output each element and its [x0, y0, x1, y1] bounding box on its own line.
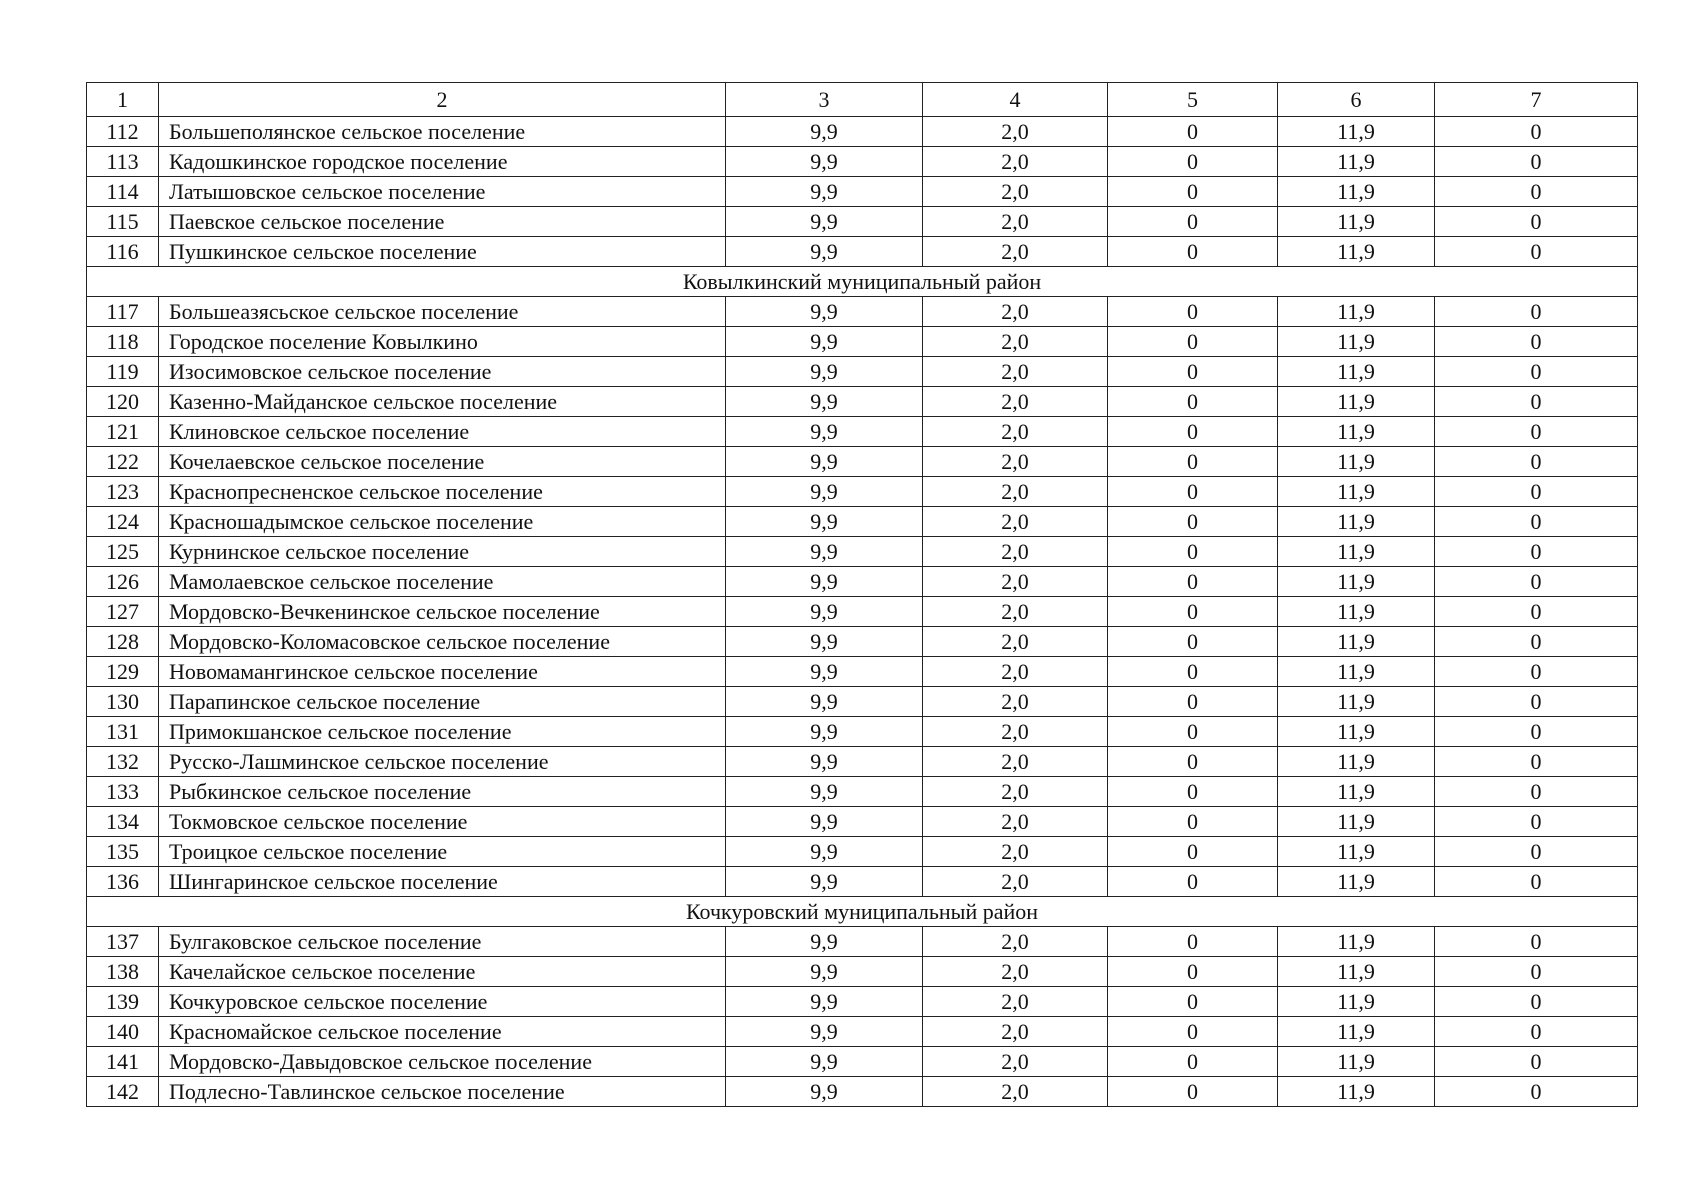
- value-cell-7: 0: [1435, 657, 1638, 687]
- value-cell-6: 11,9: [1278, 177, 1435, 207]
- table-row: [87, 837, 1638, 867]
- settlement-name-cell: Качелайское сельское поселение: [159, 957, 726, 987]
- value-cell-5: 0: [1108, 597, 1278, 627]
- value-cell-3: 9,9: [726, 207, 923, 237]
- value-cell-5: 0: [1108, 867, 1278, 897]
- value-cell-5: 0: [1108, 1017, 1278, 1047]
- value-cell-7: 0: [1435, 207, 1638, 237]
- value-cell-6: 11,9: [1278, 477, 1435, 507]
- value-cell-5: 0: [1108, 657, 1278, 687]
- value-cell-3: 9,9: [726, 777, 923, 807]
- row-number-cell: 123: [87, 477, 159, 507]
- value-cell-3: 9,9: [726, 717, 923, 747]
- row-number-cell: 137: [87, 927, 159, 957]
- value-cell-6: 11,9: [1278, 597, 1435, 627]
- value-cell-3: 9,9: [726, 687, 923, 717]
- row-number-cell: 112: [87, 117, 159, 147]
- settlement-name-cell: Красномайское сельское поселение: [159, 1017, 726, 1047]
- table-row: [87, 387, 1638, 417]
- table-row: [87, 627, 1638, 657]
- settlement-name-cell: Троицкое сельское поселение: [159, 837, 726, 867]
- value-cell-6: 11,9: [1278, 657, 1435, 687]
- value-cell-3: 9,9: [726, 357, 923, 387]
- value-cell-5: 0: [1108, 567, 1278, 597]
- settlement-name-cell: Курнинское сельское поселение: [159, 537, 726, 567]
- value-cell-6: 11,9: [1278, 717, 1435, 747]
- value-cell-5: 0: [1108, 147, 1278, 177]
- value-cell-7: 0: [1435, 357, 1638, 387]
- district-section-row: [87, 897, 1638, 927]
- value-cell-5: 0: [1108, 1047, 1278, 1077]
- settlement-name-cell: Красношадымское сельское поселение: [159, 507, 726, 537]
- value-cell-6: 11,9: [1278, 417, 1435, 447]
- value-cell-5: 0: [1108, 327, 1278, 357]
- row-number-cell: 114: [87, 177, 159, 207]
- value-cell-6: 11,9: [1278, 147, 1435, 177]
- value-cell-5: 0: [1108, 717, 1278, 747]
- value-cell-4: 2,0: [923, 807, 1108, 837]
- value-cell-7: 0: [1435, 597, 1638, 627]
- value-cell-4: 2,0: [923, 687, 1108, 717]
- settlement-name-cell: Латышовское сельское поселение: [159, 177, 726, 207]
- settlement-name-cell: Новомамангинское сельское поселение: [159, 657, 726, 687]
- value-cell-4: 2,0: [923, 1017, 1108, 1047]
- settlement-name-cell: Мамолаевское сельское поселение: [159, 567, 726, 597]
- value-cell-5: 0: [1108, 987, 1278, 1017]
- table-row: [87, 957, 1638, 987]
- value-cell-6: 11,9: [1278, 117, 1435, 147]
- value-cell-6: 11,9: [1278, 357, 1435, 387]
- value-cell-4: 2,0: [923, 567, 1108, 597]
- settlement-name-cell: Кочкуровское сельское поселение: [159, 987, 726, 1017]
- settlement-name-cell: Большеполянское сельское поселение: [159, 117, 726, 147]
- value-cell-4: 2,0: [923, 357, 1108, 387]
- value-cell-5: 0: [1108, 357, 1278, 387]
- value-cell-3: 9,9: [726, 807, 923, 837]
- column-number-header-row: [87, 83, 1638, 117]
- value-cell-3: 9,9: [726, 147, 923, 177]
- settlement-name-cell: Парапинское сельское поселение: [159, 687, 726, 717]
- value-cell-3: 9,9: [726, 177, 923, 207]
- settlement-name-cell: Мордовско-Вечкенинское сельское поселение: [159, 597, 726, 627]
- value-cell-5: 0: [1108, 957, 1278, 987]
- settlement-name-cell: Токмовское сельское поселение: [159, 807, 726, 837]
- row-number-cell: 122: [87, 447, 159, 477]
- value-cell-7: 0: [1435, 717, 1638, 747]
- value-cell-6: 11,9: [1278, 1017, 1435, 1047]
- value-cell-7: 0: [1435, 1047, 1638, 1077]
- value-cell-6: 11,9: [1278, 327, 1435, 357]
- row-number-cell: 130: [87, 687, 159, 717]
- value-cell-5: 0: [1108, 837, 1278, 867]
- table-row: [87, 147, 1638, 177]
- value-cell-4: 2,0: [923, 237, 1108, 267]
- value-cell-7: 0: [1435, 867, 1638, 897]
- header-cell-6: 6: [1278, 83, 1435, 117]
- table-row: [87, 417, 1638, 447]
- value-cell-3: 9,9: [726, 477, 923, 507]
- value-cell-4: 2,0: [923, 717, 1108, 747]
- settlement-name-cell: Кадошкинское городское поселение: [159, 147, 726, 177]
- row-number-cell: 116: [87, 237, 159, 267]
- settlement-name-cell: Изосимовское сельское поселение: [159, 357, 726, 387]
- value-cell-3: 9,9: [726, 837, 923, 867]
- value-cell-7: 0: [1435, 837, 1638, 867]
- value-cell-6: 11,9: [1278, 747, 1435, 777]
- value-cell-7: 0: [1435, 747, 1638, 777]
- value-cell-6: 11,9: [1278, 237, 1435, 267]
- row-number-cell: 128: [87, 627, 159, 657]
- value-cell-4: 2,0: [923, 837, 1108, 867]
- value-cell-7: 0: [1435, 237, 1638, 267]
- value-cell-6: 11,9: [1278, 387, 1435, 417]
- value-cell-7: 0: [1435, 177, 1638, 207]
- value-cell-3: 9,9: [726, 327, 923, 357]
- settlement-name-cell: Русско-Лашминское сельское поселение: [159, 747, 726, 777]
- table-row: [87, 987, 1638, 1017]
- row-number-cell: 125: [87, 537, 159, 567]
- value-cell-3: 9,9: [726, 417, 923, 447]
- value-cell-4: 2,0: [923, 957, 1108, 987]
- value-cell-4: 2,0: [923, 987, 1108, 1017]
- table-row: [87, 867, 1638, 897]
- value-cell-7: 0: [1435, 417, 1638, 447]
- value-cell-4: 2,0: [923, 597, 1108, 627]
- value-cell-5: 0: [1108, 747, 1278, 777]
- value-cell-6: 11,9: [1278, 807, 1435, 837]
- row-number-cell: 119: [87, 357, 159, 387]
- value-cell-4: 2,0: [923, 207, 1108, 237]
- table-row: [87, 1047, 1638, 1077]
- value-cell-4: 2,0: [923, 327, 1108, 357]
- value-cell-4: 2,0: [923, 297, 1108, 327]
- value-cell-7: 0: [1435, 987, 1638, 1017]
- table-row: [87, 207, 1638, 237]
- value-cell-4: 2,0: [923, 867, 1108, 897]
- header-cell-2: 2: [159, 83, 726, 117]
- value-cell-7: 0: [1435, 537, 1638, 567]
- table-row: [87, 807, 1638, 837]
- value-cell-7: 0: [1435, 687, 1638, 717]
- value-cell-6: 11,9: [1278, 447, 1435, 477]
- row-number-cell: 120: [87, 387, 159, 417]
- value-cell-3: 9,9: [726, 117, 923, 147]
- row-number-cell: 141: [87, 1047, 159, 1077]
- settlement-name-cell: Пушкинское сельское поселение: [159, 237, 726, 267]
- settlement-name-cell: Примокшанское сельское поселение: [159, 717, 726, 747]
- settlement-name-cell: Клиновское сельское поселение: [159, 417, 726, 447]
- settlement-name-cell: Мордовско-Коломасовское сельское поселение: [159, 627, 726, 657]
- table-row: [87, 687, 1638, 717]
- value-cell-7: 0: [1435, 477, 1638, 507]
- district-heading: Кочкуровский муниципальный район: [87, 897, 1638, 927]
- settlement-name-cell: Шингаринское сельское поселение: [159, 867, 726, 897]
- header-cell-5: 5: [1108, 83, 1278, 117]
- value-cell-7: 0: [1435, 327, 1638, 357]
- value-cell-7: 0: [1435, 567, 1638, 597]
- table-body: [87, 83, 1638, 1107]
- value-cell-3: 9,9: [726, 567, 923, 597]
- value-cell-5: 0: [1108, 297, 1278, 327]
- value-cell-6: 11,9: [1278, 207, 1435, 237]
- header-cell-3: 3: [726, 83, 923, 117]
- value-cell-3: 9,9: [726, 657, 923, 687]
- table-row: [87, 477, 1638, 507]
- value-cell-4: 2,0: [923, 177, 1108, 207]
- value-cell-3: 9,9: [726, 987, 923, 1017]
- value-cell-6: 11,9: [1278, 927, 1435, 957]
- value-cell-7: 0: [1435, 927, 1638, 957]
- row-number-cell: 138: [87, 957, 159, 987]
- value-cell-6: 11,9: [1278, 987, 1435, 1017]
- value-cell-6: 11,9: [1278, 567, 1435, 597]
- table-row: [87, 1017, 1638, 1047]
- row-number-cell: 135: [87, 837, 159, 867]
- value-cell-5: 0: [1108, 927, 1278, 957]
- value-cell-3: 9,9: [726, 957, 923, 987]
- value-cell-7: 0: [1435, 627, 1638, 657]
- value-cell-6: 11,9: [1278, 627, 1435, 657]
- value-cell-5: 0: [1108, 627, 1278, 657]
- value-cell-3: 9,9: [726, 297, 923, 327]
- value-cell-5: 0: [1108, 447, 1278, 477]
- row-number-cell: 129: [87, 657, 159, 687]
- value-cell-6: 11,9: [1278, 297, 1435, 327]
- value-cell-5: 0: [1108, 807, 1278, 837]
- value-cell-3: 9,9: [726, 867, 923, 897]
- row-number-cell: 133: [87, 777, 159, 807]
- value-cell-7: 0: [1435, 447, 1638, 477]
- value-cell-4: 2,0: [923, 477, 1108, 507]
- value-cell-4: 2,0: [923, 777, 1108, 807]
- table-row: [87, 717, 1638, 747]
- value-cell-5: 0: [1108, 537, 1278, 567]
- value-cell-4: 2,0: [923, 507, 1108, 537]
- value-cell-6: 11,9: [1278, 537, 1435, 567]
- value-cell-7: 0: [1435, 117, 1638, 147]
- value-cell-7: 0: [1435, 957, 1638, 987]
- district-section-row: [87, 267, 1638, 297]
- row-number-cell: 139: [87, 987, 159, 1017]
- value-cell-4: 2,0: [923, 1077, 1108, 1107]
- table-row: [87, 1077, 1638, 1107]
- value-cell-7: 0: [1435, 777, 1638, 807]
- row-number-cell: 126: [87, 567, 159, 597]
- table-row: [87, 567, 1638, 597]
- value-cell-6: 11,9: [1278, 1077, 1435, 1107]
- header-cell-1: 1: [87, 83, 159, 117]
- value-cell-5: 0: [1108, 1077, 1278, 1107]
- value-cell-6: 11,9: [1278, 837, 1435, 867]
- value-cell-5: 0: [1108, 507, 1278, 537]
- row-number-cell: 142: [87, 1077, 159, 1107]
- value-cell-4: 2,0: [923, 1047, 1108, 1077]
- value-cell-4: 2,0: [923, 927, 1108, 957]
- value-cell-4: 2,0: [923, 117, 1108, 147]
- value-cell-6: 11,9: [1278, 687, 1435, 717]
- table-row: [87, 597, 1638, 627]
- value-cell-6: 11,9: [1278, 1047, 1435, 1077]
- header-cell-4: 4: [923, 83, 1108, 117]
- value-cell-5: 0: [1108, 117, 1278, 147]
- row-number-cell: 136: [87, 867, 159, 897]
- value-cell-6: 11,9: [1278, 957, 1435, 987]
- row-number-cell: 127: [87, 597, 159, 627]
- value-cell-5: 0: [1108, 207, 1278, 237]
- row-number-cell: 115: [87, 207, 159, 237]
- header-cell-7: 7: [1435, 83, 1638, 117]
- table-row: [87, 117, 1638, 147]
- value-cell-3: 9,9: [726, 387, 923, 417]
- value-cell-5: 0: [1108, 387, 1278, 417]
- row-number-cell: 140: [87, 1017, 159, 1047]
- value-cell-3: 9,9: [726, 1047, 923, 1077]
- settlement-name-cell: Краснопресненское сельское поселение: [159, 477, 726, 507]
- table-row: [87, 177, 1638, 207]
- value-cell-4: 2,0: [923, 537, 1108, 567]
- value-cell-3: 9,9: [726, 1077, 923, 1107]
- value-cell-4: 2,0: [923, 747, 1108, 777]
- table-row: [87, 927, 1638, 957]
- value-cell-3: 9,9: [726, 537, 923, 567]
- value-cell-6: 11,9: [1278, 507, 1435, 537]
- value-cell-5: 0: [1108, 177, 1278, 207]
- value-cell-3: 9,9: [726, 1017, 923, 1047]
- row-number-cell: 132: [87, 747, 159, 777]
- settlement-name-cell: Паевское сельское поселение: [159, 207, 726, 237]
- value-cell-3: 9,9: [726, 447, 923, 477]
- value-cell-3: 9,9: [726, 507, 923, 537]
- table-row: [87, 237, 1638, 267]
- value-cell-5: 0: [1108, 477, 1278, 507]
- settlement-name-cell: Рыбкинское сельское поселение: [159, 777, 726, 807]
- row-number-cell: 131: [87, 717, 159, 747]
- settlement-name-cell: Городское поселение Ковылкино: [159, 327, 726, 357]
- table-row: [87, 357, 1638, 387]
- row-number-cell: 113: [87, 147, 159, 177]
- value-cell-4: 2,0: [923, 387, 1108, 417]
- district-heading: Ковылкинский муниципальный район: [87, 267, 1638, 297]
- value-cell-7: 0: [1435, 147, 1638, 177]
- row-number-cell: 124: [87, 507, 159, 537]
- settlement-name-cell: Подлесно-Тавлинское сельское поселение: [159, 1077, 726, 1107]
- table-row: [87, 657, 1638, 687]
- value-cell-4: 2,0: [923, 447, 1108, 477]
- value-cell-7: 0: [1435, 807, 1638, 837]
- table-row: [87, 297, 1638, 327]
- value-cell-5: 0: [1108, 237, 1278, 267]
- table-row: [87, 327, 1638, 357]
- settlements-table: [86, 82, 1638, 1107]
- value-cell-7: 0: [1435, 507, 1638, 537]
- settlement-name-cell: Булгаковское сельское поселение: [159, 927, 726, 957]
- value-cell-7: 0: [1435, 1077, 1638, 1107]
- value-cell-7: 0: [1435, 1017, 1638, 1047]
- row-number-cell: 134: [87, 807, 159, 837]
- row-number-cell: 118: [87, 327, 159, 357]
- value-cell-5: 0: [1108, 417, 1278, 447]
- table-row: [87, 537, 1638, 567]
- settlement-name-cell: Кочелаевское сельское поселение: [159, 447, 726, 477]
- table-row: [87, 447, 1638, 477]
- value-cell-5: 0: [1108, 687, 1278, 717]
- settlement-name-cell: Мордовско-Давыдовское сельское поселение: [159, 1047, 726, 1077]
- value-cell-3: 9,9: [726, 237, 923, 267]
- value-cell-3: 9,9: [726, 747, 923, 777]
- value-cell-4: 2,0: [923, 417, 1108, 447]
- table-row: [87, 507, 1638, 537]
- value-cell-3: 9,9: [726, 627, 923, 657]
- table-row: [87, 747, 1638, 777]
- settlement-name-cell: Казенно-Майданское сельское поселение: [159, 387, 726, 417]
- row-number-cell: 121: [87, 417, 159, 447]
- value-cell-6: 11,9: [1278, 867, 1435, 897]
- value-cell-4: 2,0: [923, 627, 1108, 657]
- value-cell-3: 9,9: [726, 597, 923, 627]
- value-cell-4: 2,0: [923, 657, 1108, 687]
- table-row: [87, 777, 1638, 807]
- value-cell-6: 11,9: [1278, 777, 1435, 807]
- value-cell-4: 2,0: [923, 147, 1108, 177]
- settlement-name-cell: Большеазясьское сельское поселение: [159, 297, 726, 327]
- value-cell-5: 0: [1108, 777, 1278, 807]
- row-number-cell: 117: [87, 297, 159, 327]
- value-cell-7: 0: [1435, 297, 1638, 327]
- value-cell-7: 0: [1435, 387, 1638, 417]
- value-cell-3: 9,9: [726, 927, 923, 957]
